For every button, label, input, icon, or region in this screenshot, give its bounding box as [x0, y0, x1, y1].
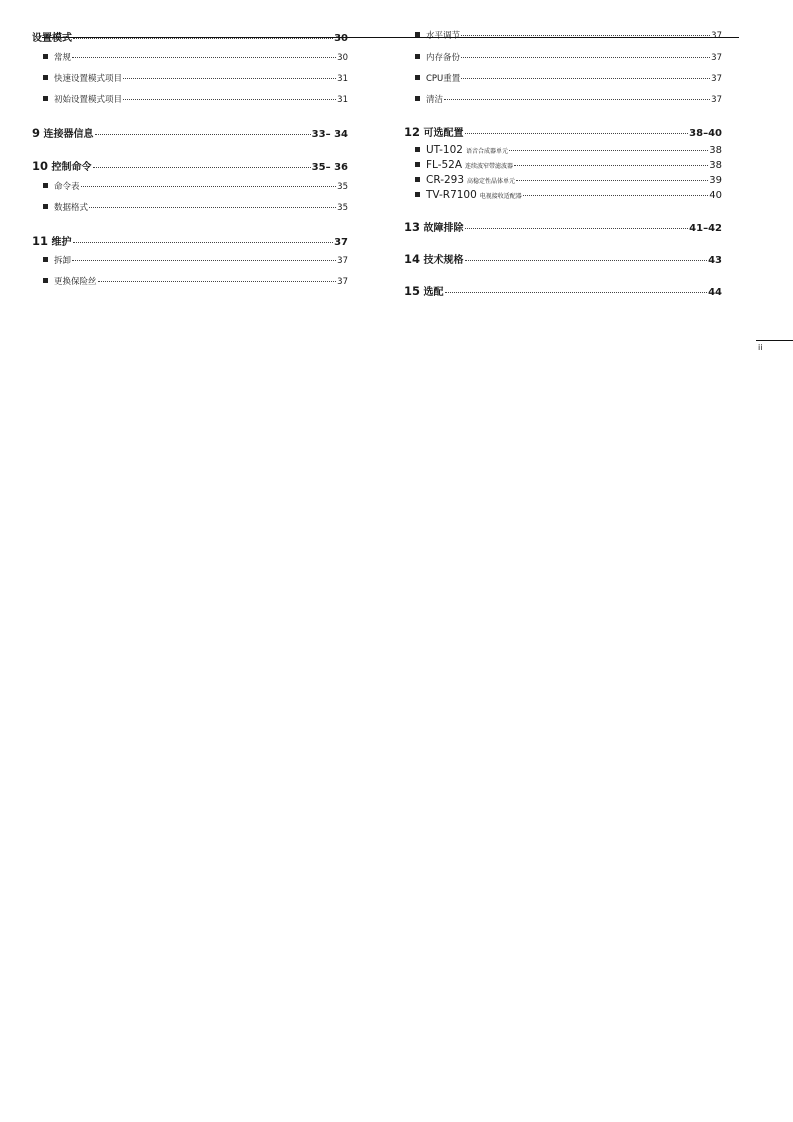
- square-bullet-icon: [415, 177, 420, 182]
- subsection-title: [415, 144, 508, 156]
- subsection-title-text: 常规: [54, 53, 72, 63]
- subsection-title-text: 快速设置模式项目: [54, 74, 123, 84]
- toc-subsection-entry[interactable]: [32, 254, 348, 266]
- page-reference: 30: [334, 33, 348, 44]
- section-title-text: 故障排除: [423, 223, 464, 234]
- subsection-description: 语音合成器单元: [465, 148, 508, 155]
- toc-section-entry[interactable]: [32, 233, 348, 248]
- section-number: 11: [32, 234, 49, 248]
- page-number-rule: [756, 340, 793, 341]
- dot-leader: [516, 180, 708, 181]
- square-bullet-icon: [43, 278, 48, 283]
- toc-section-entry[interactable]: [404, 251, 722, 266]
- toc-section-entry[interactable]: [404, 219, 722, 234]
- subsection-title-text: 数据格式: [54, 203, 89, 213]
- subsection-description: 电视接收适配器: [479, 193, 522, 200]
- page-reference: 37: [337, 277, 348, 287]
- dot-leader: [523, 195, 708, 196]
- subsection-title: [415, 174, 515, 186]
- dot-leader: [465, 260, 708, 261]
- subsection-description: 高稳定性晶体单元: [467, 178, 516, 185]
- subsection-title-text: 拆卸: [54, 256, 72, 266]
- toc-subsection-entry[interactable]: [32, 51, 348, 63]
- subsection-title-text: 更换保险丝: [54, 277, 97, 287]
- page-reference: 31: [337, 95, 348, 105]
- subsection-title: [415, 93, 443, 105]
- dot-leader: [461, 35, 710, 36]
- square-bullet-icon: [43, 204, 48, 209]
- toc-subsection-entry[interactable]: [404, 189, 722, 201]
- toc-subsection-entry[interactable]: [32, 72, 348, 84]
- section-title: [32, 233, 72, 248]
- square-bullet-icon: [415, 54, 420, 59]
- section-title-text: 技术规格: [423, 255, 464, 266]
- page-reference: 37: [334, 237, 348, 248]
- page-reference: 41–42: [689, 223, 722, 234]
- dot-leader: [72, 260, 336, 261]
- square-bullet-icon: [415, 96, 420, 101]
- dot-leader: [93, 167, 311, 168]
- square-bullet-icon: [43, 75, 48, 80]
- square-bullet-icon: [43, 183, 48, 188]
- toc-right-column: [404, 29, 722, 309]
- subsection-title-text: 命令表: [54, 182, 80, 192]
- section-title: [404, 283, 444, 298]
- subsection-title-text: 内存备份: [426, 53, 461, 63]
- page-reference: 44: [708, 287, 722, 298]
- page-reference: 37: [711, 31, 722, 41]
- page-reference: 31: [337, 74, 348, 84]
- dot-leader: [89, 207, 336, 208]
- toc-subsection-entry[interactable]: [404, 93, 722, 105]
- dot-leader: [445, 292, 708, 293]
- page-reference: 33– 34: [311, 129, 348, 140]
- page-reference: 38–40: [689, 128, 722, 139]
- section-title-text: 控制命令: [51, 162, 92, 173]
- square-bullet-icon: [415, 32, 420, 37]
- subsection-title-text: UT-102: [426, 144, 463, 156]
- subsection-title-text: 水平调节: [426, 31, 461, 41]
- section-title-text: 选配: [423, 287, 444, 298]
- dot-leader: [123, 99, 336, 100]
- page-reference: 30: [337, 53, 348, 63]
- subsection-title: [43, 51, 71, 63]
- page-number: ii: [758, 343, 763, 352]
- toc-subsection-entry[interactable]: [404, 51, 722, 63]
- section-title-text: 连接器信息: [43, 129, 94, 140]
- toc-section-entry[interactable]: [404, 124, 722, 139]
- section-title-text: 可选配置: [423, 128, 464, 139]
- subsection-title: [415, 159, 513, 171]
- page-reference: 35: [337, 182, 348, 192]
- dot-leader: [465, 228, 689, 229]
- dot-leader: [81, 186, 337, 187]
- dot-leader: [123, 78, 336, 79]
- section-number: 14: [404, 252, 421, 266]
- dot-leader: [514, 165, 708, 166]
- page-reference: 37: [711, 53, 722, 63]
- subsection-title-text: CR-293: [426, 174, 465, 186]
- page-reference: 43: [708, 255, 722, 266]
- subsection-title-text: CPU重置: [426, 74, 461, 84]
- toc-subsection-entry[interactable]: [32, 93, 348, 105]
- dot-leader: [444, 99, 710, 100]
- toc-section-entry[interactable]: [32, 125, 348, 140]
- subsection-title: [43, 254, 71, 266]
- section-title-text: 维护: [51, 237, 72, 248]
- square-bullet-icon: [415, 162, 420, 167]
- toc-subsection-entry[interactable]: [32, 275, 348, 287]
- square-bullet-icon: [43, 96, 48, 101]
- dot-leader: [73, 38, 333, 39]
- toc-subsection-entry[interactable]: [404, 174, 722, 186]
- toc-subsection-entry[interactable]: [32, 201, 348, 213]
- toc-subsection-entry[interactable]: [404, 29, 722, 41]
- page-reference: 38: [709, 145, 722, 156]
- square-bullet-icon: [415, 147, 420, 152]
- toc-section-entry[interactable]: [32, 158, 348, 173]
- section-number: 15: [404, 284, 421, 298]
- subsection-description: 连续波窄带滤波器: [465, 163, 514, 170]
- section-title-text: 设置模式: [32, 33, 72, 44]
- section-number: 13: [404, 220, 421, 234]
- toc-section-entry[interactable]: [32, 29, 348, 44]
- subsection-title: [43, 180, 80, 192]
- subsection-title: [43, 72, 122, 84]
- page-reference: 37: [337, 256, 348, 266]
- section-number: 10: [32, 159, 49, 173]
- toc-left-column: [32, 29, 350, 309]
- section-title: [32, 125, 94, 140]
- section-number: 12: [404, 125, 421, 139]
- subsection-title: [415, 189, 522, 201]
- subsection-title-text: 初始设置模式项目: [54, 95, 123, 105]
- page-reference: 37: [711, 95, 722, 105]
- dot-leader: [461, 57, 710, 58]
- subsection-title: [43, 201, 88, 213]
- square-bullet-icon: [415, 192, 420, 197]
- dot-leader: [73, 242, 334, 243]
- section-title: [32, 158, 92, 173]
- toc-subsection-entry[interactable]: [32, 180, 348, 192]
- page-reference: 35– 36: [311, 162, 348, 173]
- dot-leader: [461, 78, 710, 79]
- dot-leader: [95, 134, 311, 135]
- page-reference: 35: [337, 203, 348, 213]
- section-title: [404, 124, 464, 139]
- subsection-title-text: FL-52A: [426, 159, 463, 171]
- page-reference: 38: [709, 160, 722, 171]
- subsection-title: [415, 29, 460, 41]
- square-bullet-icon: [43, 54, 48, 59]
- section-title: [32, 29, 72, 44]
- toc-subsection-entry[interactable]: [404, 72, 722, 84]
- square-bullet-icon: [43, 257, 48, 262]
- dot-leader: [509, 150, 708, 151]
- dot-leader: [98, 281, 337, 282]
- subsection-title: [43, 93, 122, 105]
- dot-leader: [72, 57, 336, 58]
- page-reference: 39: [709, 175, 722, 186]
- subsection-title: [43, 275, 97, 287]
- section-number: 9: [32, 126, 41, 140]
- subsection-title: [415, 51, 460, 63]
- page-reference: 37: [711, 74, 722, 84]
- dot-leader: [465, 133, 689, 134]
- page-reference: 40: [709, 190, 722, 201]
- toc-section-entry[interactable]: [404, 283, 722, 298]
- section-title: [404, 251, 464, 266]
- subsection-title: [415, 72, 460, 84]
- subsection-title-text: TV-R7100: [426, 189, 477, 201]
- section-title: [404, 219, 464, 234]
- toc-subsection-entry[interactable]: [404, 144, 722, 156]
- subsection-title-text: 清洁: [426, 95, 444, 105]
- square-bullet-icon: [415, 75, 420, 80]
- toc-subsection-entry[interactable]: [404, 159, 722, 171]
